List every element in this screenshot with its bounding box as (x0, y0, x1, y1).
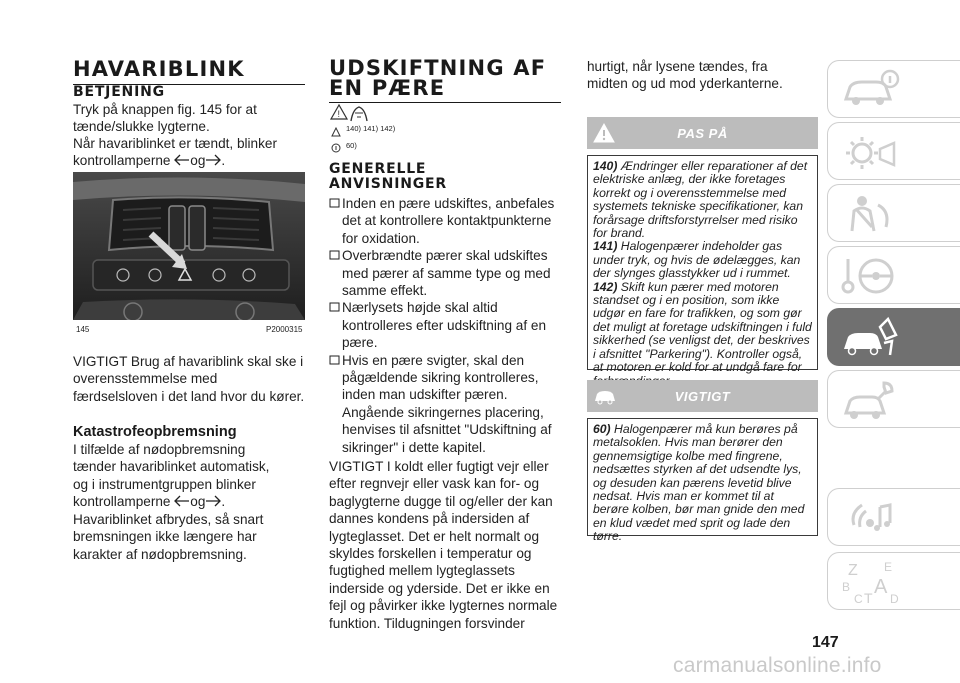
figure-code: P2000315 (266, 325, 303, 334)
important-box-header (587, 380, 818, 412)
paragraph-continuation: hurtigt, når lysene tændes, fra midten og ud mod yderkanterne. (587, 59, 783, 92)
multimedia-icon (840, 495, 900, 541)
subsection-title-generelle: GENERELLE ANVISNINGER (329, 161, 447, 192)
arrow-left-indicator-icon (174, 153, 190, 165)
square-bullet-icon (329, 352, 342, 456)
paragraph-emergency-brake: I tilfælde af nødopbremsning tænder havariblinket automatisk, og i instrumentgruppen blinker kontrollamperne og . (73, 442, 270, 510)
figure-number: 145 (76, 325, 90, 334)
list-item: Hvis en pære svigter, skal den pågældende sikring kontrolleres, inden man udskifter pæren. Angående sikringernes placering, henvises til afsnittet "Udskiftning af sikringer" i dette kapitel. (329, 352, 561, 456)
warning-box-body (587, 155, 818, 375)
square-bullet-icon (329, 299, 342, 351)
list-item: Overbrændte pærer skal udskiftes med pærer af samme type og med samme effekt. (329, 247, 561, 299)
arrow-right-indicator-icon (205, 153, 221, 165)
tab-service[interactable] (827, 370, 960, 428)
index-letter: A (874, 576, 888, 598)
warning-141: 141) Halogenpærer indeholder gas under tryk, og hvis de ødelægges, kan der slynges glasstykker ud i rummet. (593, 239, 801, 281)
info-icon (331, 140, 341, 150)
warning-box-header (587, 117, 818, 149)
list-item: Nærlysets højde skal altid kontrolleres efter udskiftning af en pære. (329, 299, 561, 351)
index-letters-icon (840, 559, 900, 605)
square-bullet-icon (329, 247, 342, 299)
index-letter: B (842, 580, 851, 594)
paragraph-condensation: VIGTIGT I koldt eller fugtigt vejr eller efter regnvejr eller vask kan for- og baglygterne dugge til og/eller der kan dannes kondens på indersiden af lygteglasset. Det er helt normalt og skyldes forskellen i temperatur og fugtighed mellem lygteglassets inderside og yderside. Det er ikke en fejl og påvirker ikke lygternes normale funktion. Tildugningen forsvinder (329, 459, 558, 631)
important-box-title: VIGTIGT (674, 389, 731, 404)
heading-katastrofeopbremsning: Katastrofeopbremsning (73, 424, 237, 440)
warning-triangle-icon (331, 124, 341, 134)
important-refs: 60) (346, 141, 357, 150)
paragraph-vigtigt-law: VIGTIGT Brug af havariblink skal ske i overensstemmelse med færdselsloven i det land hvor du kører. (73, 354, 305, 404)
list-item: Inden en pære udskiftes, anbefales det at kontrollere kontaktpunkterne for oxidation. (329, 195, 561, 247)
svg-text:!: ! (337, 109, 341, 119)
square-bullet-icon (329, 195, 342, 247)
tab-safety[interactable] (827, 184, 960, 242)
arrow-right-indicator-icon (205, 494, 221, 506)
section-title-bulb-replacement: UDSKIFTNING AF EN PÆRE (329, 58, 561, 103)
tab-car-info[interactable] (827, 60, 960, 118)
paragraph-indicators: Når havariblinket er tændt, blinker kontrollamperne og . (73, 136, 277, 169)
steering-key-icon (840, 253, 900, 299)
warning-142: 142) Skift kun pærer med motoren standset og i en position, som ikke udgør en fare for trafikken, og som gør det muligt at foretage udskiftningen i fuld sikkerhed (se venligst det, der beskrives i afsnittet "Parkering"). Kontroller også, at motoren er kold for at undgå fare for (593, 279, 812, 375)
seatbelt-person-icon (840, 191, 900, 237)
arrow-left-indicator-icon (174, 494, 190, 506)
warning-box-title: PAS PÅ (677, 126, 728, 141)
tab-index[interactable] (827, 552, 960, 610)
emergency-car-icon (840, 315, 900, 361)
index-letter: E (884, 560, 893, 574)
page-number: 147 (812, 634, 839, 651)
car-info-icon (840, 67, 900, 113)
section-title-havariblink: HAVARIBLINK (73, 58, 305, 85)
index-letter: T (864, 590, 873, 605)
index-letter: D (890, 592, 899, 605)
bullet-list (329, 195, 561, 456)
paragraph-press-button: Tryk på knappen fig. 145 for at tænde/slukke lygterne. (73, 102, 257, 135)
warning-refs: 140) 141) 142) (346, 124, 396, 133)
watermark: carmanualsonline.info (673, 654, 882, 677)
subsection-title-betjening: BETJENING (73, 84, 165, 100)
light-sun-icon (840, 129, 900, 175)
warning-140: 140) Ændringer eller reparationer af det elektriske anlæg, der ikke foretages korrekt og i overensstemmelse med systemets tekniske specifikationer, kan forårsage driftsforstyrrelser med risiko for brand. (593, 159, 808, 241)
tab-driving[interactable] (827, 246, 960, 304)
tab-multimedia[interactable] (827, 488, 960, 546)
index-letter: Z (848, 562, 858, 579)
bulb-warning-icon (329, 103, 375, 123)
figure-dashboard-hazard-button (73, 172, 305, 320)
index-letter: C (854, 592, 863, 605)
tab-lights[interactable] (827, 122, 960, 180)
important-box-body (587, 418, 818, 544)
service-wrench-icon (840, 377, 900, 423)
paragraph-hazard-off: Havariblinket afbrydes, så snart bremsningen ikke længere har karakter af nødopbremsning. (73, 512, 264, 562)
tab-emergency[interactable] (827, 308, 960, 366)
important-60: 60) Halogenpærer må kun berøres på metalsoklen. Hvis man berører den gennemsigtige kolbe med fingrene, nedsættes styrken af det udsendte lys, og desuden kan pærens levetid blive nedsat. Hvis man er kommet til at berøre kolben, bør man gnide den med en klud vædet med sprit og lade den tørre. (593, 422, 805, 544)
